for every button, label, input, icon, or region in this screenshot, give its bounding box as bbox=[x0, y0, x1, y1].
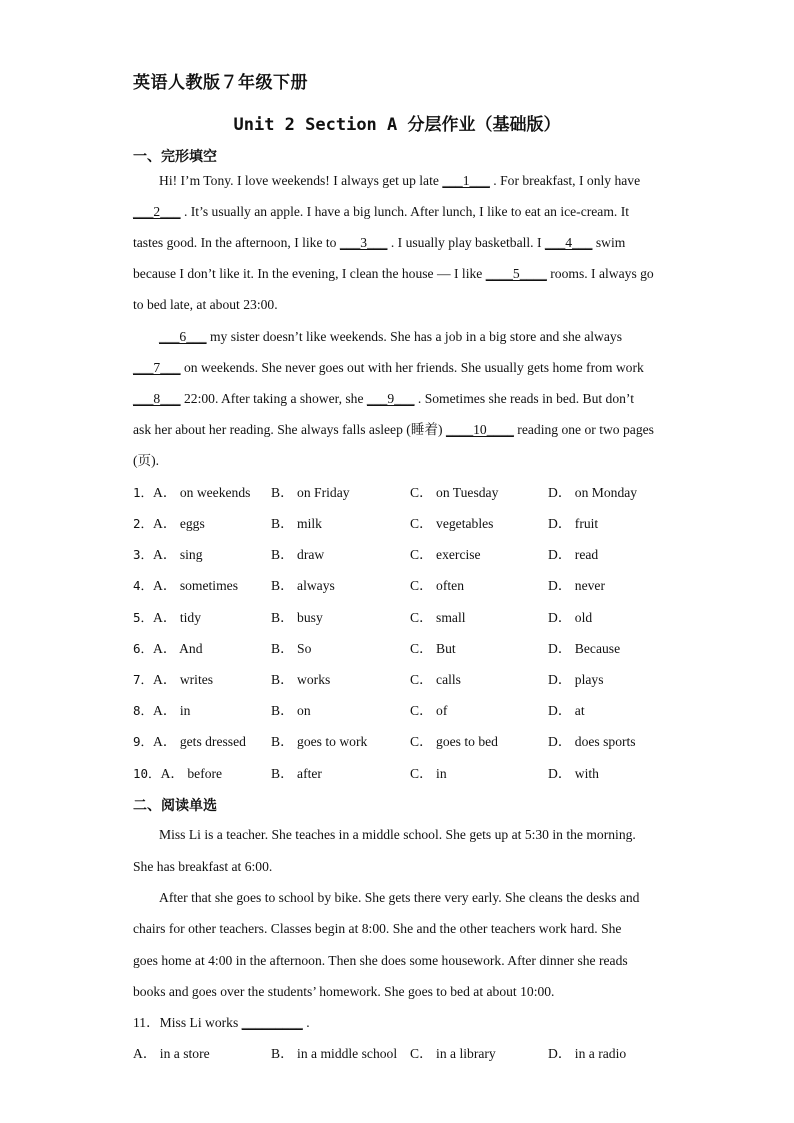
blank-1: ___1___ bbox=[442, 173, 490, 188]
text: . For breakfast, I only have bbox=[489, 173, 641, 188]
text: tastes good. In the afternoon, I like to bbox=[133, 235, 340, 250]
option-c: C． goes to bed bbox=[410, 734, 498, 749]
question-number: 9． bbox=[133, 734, 154, 749]
option-a-text: A． eggs bbox=[153, 516, 205, 531]
cloze-p1-line-5: to bed late, at about 23:00. bbox=[133, 297, 278, 312]
blank-5: ____5____ bbox=[485, 266, 547, 281]
question-number: 10． bbox=[133, 766, 161, 781]
blank-8: ___8___ bbox=[133, 391, 181, 406]
reading-p2-line-1: After that she goes to school by bike. She gets there very early. She cleans the desks and bbox=[159, 890, 640, 905]
text: swim bbox=[592, 235, 626, 250]
option-b: B． after bbox=[271, 766, 322, 781]
option-d: D． in a radio bbox=[548, 1046, 627, 1061]
question-row bbox=[133, 765, 663, 783]
option-c: C． in a library bbox=[410, 1046, 496, 1061]
question-11-options bbox=[133, 1045, 663, 1063]
question-row bbox=[133, 484, 663, 502]
option-b: B． draw bbox=[271, 547, 325, 562]
option-d: D． old bbox=[548, 610, 593, 625]
text: 22:00. After taking a shower, she bbox=[180, 391, 367, 406]
blank-6: ___6___ bbox=[159, 329, 207, 344]
option-d: D． Because bbox=[548, 641, 621, 656]
option-a-text: A． sing bbox=[153, 547, 203, 562]
question-number: 4． bbox=[133, 578, 154, 593]
blank-10: ____10____ bbox=[445, 422, 514, 437]
option-a bbox=[133, 546, 203, 564]
option-d: D． plays bbox=[548, 672, 604, 687]
cloze-p2-line-3 bbox=[133, 390, 663, 408]
text: 11．Miss Li works bbox=[133, 1015, 242, 1030]
reading-p1-line-1: Miss Li is a teacher. She teaches in a middle school. She gets up at 5:30 in the morning. bbox=[159, 827, 636, 842]
option-a-text: A． writes bbox=[153, 672, 214, 687]
question-number: 3． bbox=[133, 547, 154, 562]
option-a bbox=[133, 609, 201, 627]
question-row bbox=[133, 671, 663, 689]
option-a bbox=[133, 640, 203, 658]
blank-3: ___3___ bbox=[339, 235, 388, 250]
cloze-p2-line-1 bbox=[159, 328, 663, 346]
question-11-stem bbox=[133, 1014, 310, 1032]
text: . It’s usually an apple. I have a big lunch. After lunch, I like to eat an ice-cream. It bbox=[180, 204, 630, 219]
question-row bbox=[133, 515, 663, 533]
text: my sister doesn’t like weekends. She has a job in a big store and she always bbox=[206, 329, 622, 344]
option-d: D． fruit bbox=[548, 516, 599, 531]
option-a-text: A． before bbox=[160, 766, 223, 781]
text: . bbox=[302, 1015, 310, 1030]
question-number: 1． bbox=[133, 485, 154, 500]
option-a-text: A． tidy bbox=[153, 610, 201, 625]
option-b: B． on bbox=[271, 703, 311, 718]
option-a: A． in a store bbox=[133, 1046, 210, 1061]
question-row bbox=[133, 702, 663, 720]
option-a bbox=[133, 484, 250, 502]
option-a-text: A． on weekends bbox=[153, 485, 251, 500]
reading-p1-line-2: She has breakfast at 6:00. bbox=[133, 859, 273, 874]
text: Hi! I’m Tony. I love weekends! I always get up late bbox=[159, 173, 443, 188]
question-number: 6． bbox=[133, 641, 154, 656]
reading-p2-line-3: goes home at 4:00 in the afternoon. Then she does some housework. After dinner she reads bbox=[133, 953, 628, 968]
option-b: B． goes to work bbox=[271, 734, 368, 749]
option-a bbox=[133, 671, 213, 689]
section-heading-cloze: 一、完形填空 bbox=[133, 149, 217, 165]
unit-title: Unit 2 Section A 分层作业（基础版） bbox=[233, 115, 561, 135]
cloze-p2-line-4 bbox=[133, 421, 663, 439]
reading-p2-line-2: chairs for other teachers. Classes begin at 8:00. She and the other teachers work hard. She bbox=[133, 921, 622, 936]
cloze-p1-line-2 bbox=[133, 203, 663, 221]
option-b: B． works bbox=[271, 672, 331, 687]
option-d: D． read bbox=[548, 547, 599, 562]
question-row bbox=[133, 640, 663, 658]
text: on weekends. She never goes out with her friends. She usually gets home from work bbox=[180, 360, 644, 375]
option-c: C． vegetables bbox=[410, 516, 494, 531]
option-b: B． always bbox=[271, 578, 335, 593]
question-number: 7． bbox=[133, 672, 154, 687]
question-number: 2． bbox=[133, 516, 154, 531]
blank-9: ___9___ bbox=[366, 391, 415, 406]
cloze-p2-line-5: (页). bbox=[133, 453, 160, 468]
option-a bbox=[133, 765, 222, 783]
option-c: C． often bbox=[410, 578, 464, 593]
question-row bbox=[133, 609, 663, 627]
cloze-p1-line-3 bbox=[133, 234, 663, 252]
text: reading one or two pages bbox=[513, 422, 654, 437]
text: because I don’t like it. In the evening, I clean the house — I like bbox=[133, 266, 486, 281]
blank-4: ___4___ bbox=[544, 235, 593, 250]
option-d: D． with bbox=[548, 766, 599, 781]
question-row bbox=[133, 577, 663, 595]
option-b: B． in a middle school bbox=[271, 1046, 398, 1061]
option-a bbox=[133, 733, 246, 751]
text: rooms. I always go bbox=[546, 266, 654, 281]
text: . Sometimes she reads in bed. But don’t bbox=[414, 391, 634, 406]
document-title: 英语人教版７年级下册 bbox=[133, 73, 308, 93]
text: . I usually play basketball. I bbox=[387, 235, 545, 250]
answer-blank: _________ bbox=[241, 1015, 303, 1030]
option-d: D． never bbox=[548, 578, 605, 593]
option-a-text: A． sometimes bbox=[153, 578, 238, 593]
option-c: C． on Tuesday bbox=[410, 485, 499, 500]
option-a-text: A． And bbox=[153, 641, 203, 656]
cloze-p1-line-4 bbox=[133, 265, 663, 283]
option-a bbox=[133, 702, 190, 720]
option-d: D． does sports bbox=[548, 734, 636, 749]
option-d: D． on Monday bbox=[548, 485, 638, 500]
option-a bbox=[133, 577, 238, 595]
question-number: 8． bbox=[133, 703, 154, 718]
blank-7: ___7___ bbox=[133, 360, 181, 375]
question-row bbox=[133, 733, 663, 751]
question-row bbox=[133, 546, 663, 564]
option-c: C． small bbox=[410, 610, 466, 625]
cloze-p1-line-1 bbox=[159, 172, 663, 190]
option-a bbox=[133, 515, 205, 533]
blank-2: ___2___ bbox=[133, 204, 181, 219]
option-b: B． on Friday bbox=[271, 485, 350, 500]
option-b: B． milk bbox=[271, 516, 322, 531]
option-c: C． of bbox=[410, 703, 448, 718]
section-heading-reading: 二、阅读单选 bbox=[133, 798, 217, 814]
option-b: B． busy bbox=[271, 610, 323, 625]
option-a-text: A． gets dressed bbox=[153, 734, 246, 749]
option-b: B． So bbox=[271, 641, 312, 656]
option-c: C． exercise bbox=[410, 547, 481, 562]
option-c: C． But bbox=[410, 641, 456, 656]
question-number: 5． bbox=[133, 610, 154, 625]
option-c: C． in bbox=[410, 766, 447, 781]
cloze-p2-line-2 bbox=[133, 359, 663, 377]
reading-p2-line-4: books and goes over the students’ homework. She goes to bed at about 10:00. bbox=[133, 984, 555, 999]
text: ask her about her reading. She always falls asleep (睡着) bbox=[133, 422, 446, 437]
option-a-text: A． in bbox=[153, 703, 191, 718]
option-c: C． calls bbox=[410, 672, 461, 687]
option-d: D． at bbox=[548, 703, 585, 718]
